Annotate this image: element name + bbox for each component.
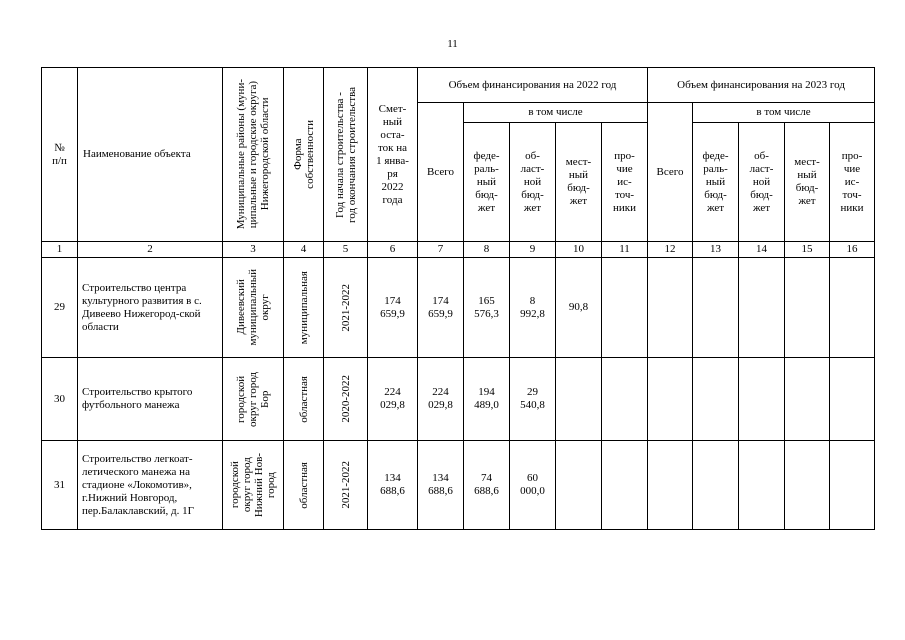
header-total-2022: Всего: [418, 103, 464, 242]
local-2023-cell: [785, 258, 830, 358]
column-number: 9: [510, 242, 556, 258]
header-fin-2022: Объем финансирования на 2022 год: [418, 68, 648, 103]
header-other-2022: про- чие ис- точ- ники: [602, 123, 648, 242]
column-number: 10: [556, 242, 602, 258]
region-cell: городской округ город Нижний Нов- город: [223, 441, 284, 530]
column-number: 15: [785, 242, 830, 258]
other-2023-cell: [830, 441, 875, 530]
table-row: [42, 441, 875, 530]
ownership-cell: областная: [284, 358, 324, 441]
header-ownership: Форма собственности: [284, 68, 324, 242]
header-years: Год начала строительства - год окончания строительства: [324, 68, 368, 242]
federal-2023-cell: [693, 358, 739, 441]
regional-2023-cell: [739, 258, 785, 358]
header-federal-2023: феде- раль- ный бюд- жет: [693, 123, 739, 242]
header-regional-2023: об- ласт- ной бюд- жет: [739, 123, 785, 242]
years-cell: 2021-2022: [324, 258, 368, 358]
header-balance: Смет- ный оста- ток на 1 янва- ря 2022 года: [368, 68, 418, 242]
header-region: Муниципальные районы (муни- ципальные и городские округа) Нижегородской области: [223, 68, 284, 242]
header-local-2022: мест- ный бюд- жет: [556, 123, 602, 242]
column-number: 16: [830, 242, 875, 258]
total-2023-cell: [648, 358, 693, 441]
column-number: 11: [602, 242, 648, 258]
column-number: 1: [42, 242, 78, 258]
header-num: № п/п: [42, 68, 78, 242]
other-2022-cell: [602, 358, 648, 441]
years-cell: 2021-2022: [324, 441, 368, 530]
object-name: Строительство крытого футбольного манежа: [78, 358, 223, 441]
federal-2022-cell: 194 489,0: [464, 358, 510, 441]
row-num: 29: [42, 258, 78, 358]
other-2023-cell: [830, 258, 875, 358]
regional-2022-cell: 60 000,0: [510, 441, 556, 530]
ownership-cell: муниципальная: [284, 258, 324, 358]
column-number: 3: [223, 242, 284, 258]
federal-2023-cell: [693, 258, 739, 358]
object-name: Строительство центра культурного развития в с. Дивеево Нижегород-ской области: [78, 258, 223, 358]
object-name: Строительство легкоат-летического манежа на стадионе «Локомотив», г.Нижний Новгород, пер.Балаклавский, д. 1Г: [78, 441, 223, 530]
column-number: 13: [693, 242, 739, 258]
other-2023-cell: [830, 358, 875, 441]
regional-2022-cell: 29 540,8: [510, 358, 556, 441]
total-2023-cell: [648, 441, 693, 530]
header-federal-2022: феде- раль- ный бюд- жет: [464, 123, 510, 242]
local-2023-cell: [785, 358, 830, 441]
balance-cell: 224 029,8: [368, 358, 418, 441]
header-name: Наименование объекта: [78, 68, 223, 242]
other-2022-cell: [602, 258, 648, 358]
column-number: 2: [78, 242, 223, 258]
financing-table: [41, 67, 875, 530]
ownership-cell: областная: [284, 441, 324, 530]
total-2023-cell: [648, 258, 693, 358]
federal-2023-cell: [693, 441, 739, 530]
header-other-2023: про- чие ис- точ- ники: [830, 123, 875, 242]
header-total-2023: Всего: [648, 103, 693, 242]
page-number: 11: [447, 38, 458, 50]
regional-2023-cell: [739, 441, 785, 530]
column-number: 6: [368, 242, 418, 258]
regional-2023-cell: [739, 358, 785, 441]
total-2022-cell: 224 029,8: [418, 358, 464, 441]
regional-2022-cell: 8 992,8: [510, 258, 556, 358]
local-2022-cell: 90,8: [556, 258, 602, 358]
federal-2022-cell: 165 576,3: [464, 258, 510, 358]
local-2023-cell: [785, 441, 830, 530]
column-number: 14: [739, 242, 785, 258]
years-cell: 2020-2022: [324, 358, 368, 441]
header-including-2023: в том числе: [693, 103, 875, 123]
row-num: 30: [42, 358, 78, 441]
local-2022-cell: [556, 441, 602, 530]
other-2022-cell: [602, 441, 648, 530]
column-number: 8: [464, 242, 510, 258]
table-row: [42, 258, 875, 358]
column-numbers-row: [42, 242, 875, 258]
table-row: [42, 358, 875, 441]
column-number: 4: [284, 242, 324, 258]
total-2022-cell: 134 688,6: [418, 441, 464, 530]
region-cell: Дивеевский муниципальный округ: [223, 258, 284, 358]
header-fin-2023: Объем финансирования на 2023 год: [648, 68, 875, 103]
header-local-2023: мест- ный бюд- жет: [785, 123, 830, 242]
header-regional-2022: об- ласт- ной бюд- жет: [510, 123, 556, 242]
row-num: 31: [42, 441, 78, 530]
column-number: 7: [418, 242, 464, 258]
total-2022-cell: 174 659,9: [418, 258, 464, 358]
local-2022-cell: [556, 358, 602, 441]
column-number: 5: [324, 242, 368, 258]
region-cell: городской округ город Бор: [223, 358, 284, 441]
header-including-2022: в том числе: [464, 103, 648, 123]
balance-cell: 134 688,6: [368, 441, 418, 530]
balance-cell: 174 659,9: [368, 258, 418, 358]
federal-2022-cell: 74 688,6: [464, 441, 510, 530]
column-number: 12: [648, 242, 693, 258]
